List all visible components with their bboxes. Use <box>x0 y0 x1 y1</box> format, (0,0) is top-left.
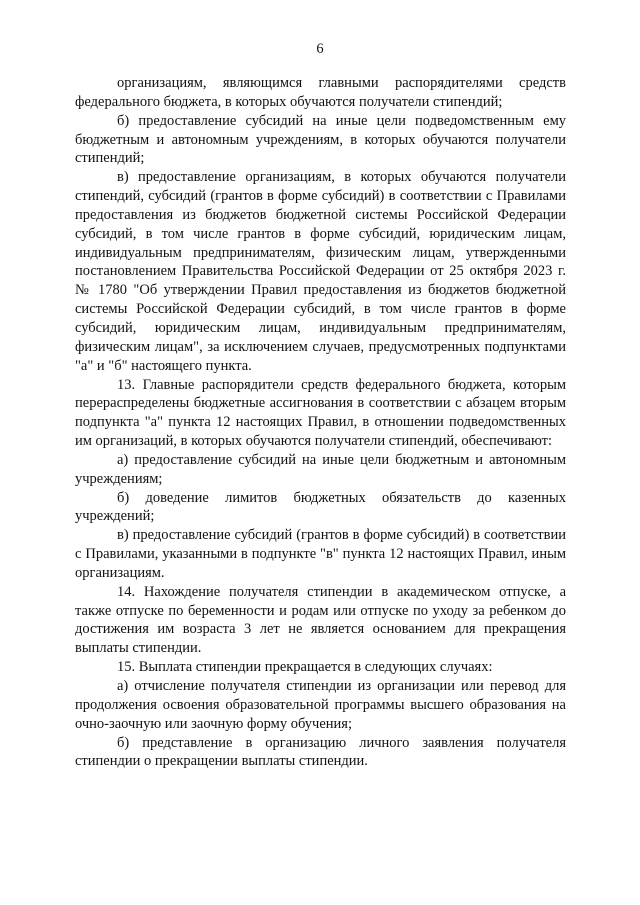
paragraph-item-13-a: а) предоставление субсидий на иные цели бюджетным и автономным учреждениям; <box>75 451 566 487</box>
paragraph-item-13-v: в) предоставление субсидий (грантов в форме субсидий) в соответствии с Правилами, указанными в подпункте "в" пункта 12 настоящих Правил, иным организациям. <box>75 527 566 581</box>
paragraph-item-15-a: а) отчисление получателя стипендии из организации или перевод для продолжения освоения образовательной программы высшего образования на очно-заочную или заочную форму обучения; <box>75 678 566 732</box>
paragraph-item-14: 14. Нахождение получателя стипендии в академическом отпуске, а также отпуске по беременности и родам или отпуске по уходу за ребенком до достижения им возраста 3 лет не является основанием для прекращения выплаты стипендии. <box>75 583 566 657</box>
paragraph-item-13-b: б) доведение лимитов бюджетных обязательств до казенных учреждений; <box>75 489 566 525</box>
paragraph-item-15: 15. Выплата стипендии прекращается в следующих случаях: <box>117 659 493 676</box>
paragraph-subitem-b: б) предоставление субсидий на иные цели подведомственным ему бюджетным и автономным учреждениям, в которых обучаются получатели стипендий; <box>75 112 566 167</box>
paragraph-continuation: организациям, являющимся главными распорядителями средств федерального бюджета, в которых обучаются получатели стипендий; <box>75 75 566 110</box>
paragraph-item-15-b: б) представление в организацию личного заявления получателя стипендии о прекращении выплаты стипендии. <box>75 734 566 770</box>
document-body <box>75 74 566 771</box>
page-number: 6 <box>316 41 324 57</box>
paragraph-subitem-v: в) предоставление организациям, в которых обучаются получатели стипендий, субсидий (грантов в форме субсидий) в соответствии с Правилами предоставления из бюджетов бюджетной системы Российской Федерации субсидий, в том числе грантов в форме субсидий, юридическим лицам, индивидуальным предпринимателям, физическим лицам, утвержденными постановлением Правительства Российской Федерации от 25 октября 2023 г. № 1780 "Об утверждении Правил предоставления из бюджетов бюджетной системы Российской Федерации субсидий, в том числе грантов в форме субсидий, юридическим лицам, индивидуальным предпринимателям, физическим лицам", за исключением случаев, предусмотренных подпунктами "а" и "б" настоящего пункта. <box>75 169 566 374</box>
paragraph-item-13: 13. Главные распорядители средств федерального бюджета, которым перераспределены бюджетные ассигнования в соответствии с абзацем вторым подпункта "а" пункта 12 настоящих Правил, в отношении подведомственных им организаций, в которых обучаются получатели стипендий, обеспечивают: <box>75 376 566 450</box>
